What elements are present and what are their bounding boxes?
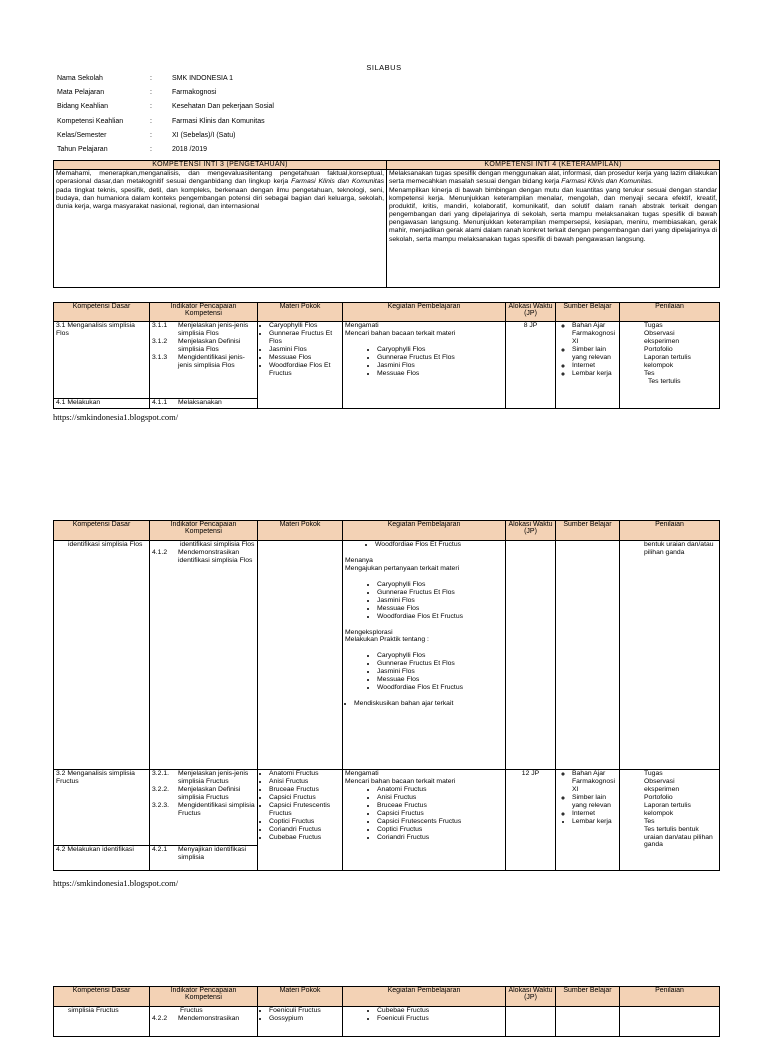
penilaian-cell (620, 322, 720, 409)
list-item: • Coptici Fructus (377, 826, 503, 834)
list-item: • Coptici Fructus (269, 818, 340, 826)
list-item: ◦ Internet (572, 362, 617, 370)
alokasi-value: 8 JP (523, 322, 538, 329)
materi-cell (258, 1007, 343, 1037)
identity-row (57, 129, 274, 143)
identity-sep: : (150, 89, 152, 97)
kegiatan-heading: Mengamati (345, 322, 379, 329)
header-materi-pokok: Materi Pokok (258, 521, 343, 541)
identity-row (57, 72, 274, 86)
list-item: • Cubebae Fructus (377, 1007, 503, 1015)
list-item: • Caryophylli Flos (377, 346, 503, 354)
identity-sep: : (150, 117, 152, 125)
header-kompetensi-dasar: Kompetensi Dasar (54, 521, 150, 541)
identity-value: Farmakognosi (172, 89, 217, 97)
silabus-table-2 (53, 520, 720, 871)
ki3-text: Memahami, menerapkan,menganalisis, dan mengevaluasitentang pengetahuan faktual,konseptual, operasional dasar,dan metakognitif sesuai denganbidang dan lingkup kerja Farmasi Klinis dan Komunitas pada tingkat teknis, spesifik, detil, dan kompleks, berkenaan dengan ilmu pengetahuan, teknologi, seni, budaya, dan humaniora dalam konteks pengembangan potensi diri sebagai bagian dari keluarga, sekolah, dunia kerja, warga masyarakat nasional, regional, dan internasional (54, 170, 387, 288)
identity-value: Farmasi Klinis dan Komunitas (172, 117, 265, 125)
materi-cell (258, 541, 343, 770)
kd-text: 3.2 Menganalisis simplisia Fructus (56, 770, 135, 785)
list-item: • Capsici Frutescents Fructus (377, 818, 503, 826)
list-item: • Messuae Flos (377, 605, 503, 613)
list-item: • Anatomi Fructus (377, 786, 503, 794)
list-item: • Jasmini Flos (377, 362, 503, 370)
ki4-text: Melaksanakan tugas spesifik dengan menggunakan alat, informasi, dan prosedur kerja yang lazim dilakukan serta memecahkan masalah sesuai dengan bidang kerja Farmasi Klinis dan Komunitas. Menampilkan kinerja di bawah bimbingan dengan mutu dan kuantitas yang terukur sesuai dengan standar kompetensi kerja. Menunjukkan keterampilan menalar, mengolah, dan menyaji secara efektif, kreatif, produktif, kritis, mandiri, kolaboratif, komunikatif, dan solutif dalam ranah abstrak terkait dengan pengembangan dari yang dipelajarinya di sekolah, serta mampu melaksanakan tugas spesifik di bawah pengawasan langsung. Menunjukkan keterampilan mempersepsi, kesiapan, meniru, membiasakan, gerak mahir, menjadikan gerak alami dalam ranah konkret terkait dengan pengembangan dari yang dipelajarinya di sekolah, serta mampu melaksanakan tugas spesifik di bawah pengawasan langsung. (387, 170, 720, 288)
kegiatan-cell (343, 322, 506, 409)
penilaian-item: kelompok (644, 809, 674, 817)
penilaian-item: eksperimen (644, 785, 680, 793)
list-item: • Woodfordiae Flos Et Fructus (377, 613, 503, 621)
identity-sep: : (150, 74, 152, 82)
kd-text: simplisia Fructus (68, 1007, 119, 1014)
alokasi-cell (506, 1007, 556, 1037)
list-item: • Capsici Fructus (269, 794, 340, 802)
ki3-header: KOMPETENSI INTI 3 (PENGETAHUAN) (54, 161, 387, 170)
ipk-cell (150, 1007, 258, 1037)
penilaian-item: Portofolio (644, 793, 673, 801)
indicator-item: 3.1.3 Mengidentifikasi jenis-jenis simplisia Flos (152, 353, 245, 369)
materi-cell (258, 322, 343, 409)
kegiatan-cell (343, 541, 506, 770)
penilaian-item: Laporan tertulis (644, 801, 691, 809)
identity-label: Kelas/Semester (57, 131, 107, 139)
list-item: ◦ Bahan Ajar Farmakognosi XI (572, 322, 617, 346)
ki4-header: KOMPETENSI INTI 4 (KETERAMPILAN) (387, 161, 720, 170)
list-item: • Caryophylli Flos (377, 581, 503, 589)
list-item: • Messuae Flos (269, 354, 340, 362)
list-item: • Bruceae Fructus (377, 802, 503, 810)
list-item: ◦ Bahan Ajar Farmakognosi XI (572, 770, 617, 794)
identity-row (57, 115, 274, 129)
footer-url: https://smkindonesia1.blogspot.com/ (53, 412, 179, 422)
list-item: • Bruceae Fructus (269, 786, 340, 794)
identity-value: SMK INDONESIA 1 (172, 74, 234, 82)
header-alokasi: Alokasi Waktu (JP) (506, 521, 556, 541)
list-item: • Gunnerae Fructus Et Flos (377, 660, 503, 668)
list-item: • Gossypium (269, 1015, 340, 1023)
header-alokasi: Alokasi Waktu (JP) (506, 987, 556, 1007)
list-item: • Woodfordiae Flos Et Fructus (375, 541, 503, 549)
list-item: • Cubebae Fructus (269, 834, 340, 842)
sumber-cell (556, 770, 620, 871)
kd-cell (54, 399, 150, 409)
kd-cell (54, 770, 150, 846)
sumber-cell (556, 1007, 620, 1037)
identity-value: 2018 /2019 (172, 145, 208, 153)
kd-text: 4.1 Melakukan (56, 399, 101, 406)
list-item: • Anisi Fructus (269, 778, 340, 786)
indicator-item: 3.2.3. Mengidentifikasi simplisia Fructus (152, 801, 255, 817)
identity-table (57, 72, 274, 157)
list-item: • Woodfordiae Flos Et Fructus (269, 362, 340, 378)
indicator-item: 3.2.1. Menjelaskan jenis-jenis simplisia Fructus (152, 770, 249, 785)
kd-text: 4.2 Melakukan identifikasi (56, 846, 134, 853)
identity-row (57, 143, 274, 157)
kegiatan-heading: Menanya (345, 556, 373, 564)
identity-label: Nama Sekolah (57, 74, 103, 82)
list-item: ◦ Simber lain yang relevan (572, 794, 617, 810)
header-kegiatan: Kegiatan Pembelajaran (343, 303, 506, 322)
header-indikator: Indikator Pencapaian Kompetensi (150, 521, 258, 541)
list-item: • Mendiskusikan bahan ajar terkait (354, 700, 503, 708)
penilaian-item: Tugas (644, 322, 663, 329)
penilaian-item: eksperimen (644, 337, 680, 345)
header-kompetensi-dasar: Kompetensi Dasar (54, 987, 150, 1007)
list-item: • Caryophylli Flos (269, 322, 340, 330)
silabus-table-3 (53, 986, 720, 1037)
list-item: • Jasmini Flos (377, 597, 503, 605)
alokasi-cell (506, 770, 556, 871)
identity-value: XI (Sebelas)/I (Satu) (172, 131, 236, 139)
indicator-item: 4.1.2 Mendemonstrasikan identifikasi simplisia Flos (152, 548, 253, 564)
list-item: • Jasmini Flos (377, 668, 503, 676)
list-item: ◦ Internet (572, 810, 617, 818)
list-item: • Messuae Flos (377, 676, 503, 684)
indicator-item: 4.2.2 Mendemonstrasikan (152, 1014, 240, 1022)
penilaian-item: Tes (644, 817, 655, 825)
list-item: • Anatomi Fructus (269, 770, 340, 778)
ipk-cell (150, 846, 258, 871)
header-alokasi: Alokasi Waktu (JP) (506, 303, 556, 322)
header-penilaian: Penilaian (620, 303, 720, 322)
kegiatan-cell (343, 1007, 506, 1037)
identity-row (57, 100, 274, 114)
header-kegiatan: Kegiatan Pembelajaran (343, 521, 506, 541)
penilaian-item: Portofolio (644, 345, 673, 353)
indicator-text: Fructus (180, 1007, 203, 1014)
sumber-cell (556, 541, 620, 770)
ipk-cell (150, 770, 258, 846)
identity-row (57, 86, 274, 100)
kd-text: identifikasi simplisia Flos (68, 541, 143, 548)
list-item: • Messuae Flos (377, 370, 503, 378)
identity-label: Kompetensi Keahlian (57, 117, 124, 125)
list-item: • Anisi Fructus (377, 794, 503, 802)
list-item: • Capsici Frutescentis Fructus (269, 802, 340, 818)
penilaian-item: kelompok (644, 361, 674, 369)
alokasi-cell (506, 541, 556, 770)
kd-cell (54, 541, 150, 770)
penilaian-text: bentuk uraian dan/atau pilihan ganda (644, 541, 714, 556)
list-item: • Gunnerae Fructus Et Flos (377, 354, 503, 362)
indicator-item: 3.2.2. Menjelaskan Definisi simplisia Fructus (152, 785, 241, 801)
footer-url: https://smkindonesia1.blogspot.com/ (53, 878, 179, 888)
list-item: • Coriandri Fructus (377, 834, 503, 842)
alokasi-value: 12 JP (521, 770, 540, 777)
header-indikator: Indikator Pencapaian Kompetensi (150, 303, 258, 322)
header-sumber: Sumber Belajar (556, 521, 620, 541)
indicator-item: 4.2.1 Menyajikan identifikasi simplisia (152, 846, 247, 861)
list-item: • Jasmini Flos (269, 346, 340, 354)
penilaian-item: Observasi (644, 329, 675, 337)
header-materi-pokok: Materi Pokok (258, 303, 343, 322)
penilaian-item: Tes tertulis (648, 377, 681, 385)
kegiatan-cell (343, 770, 506, 871)
header-kegiatan: Kegiatan Pembelajaran (343, 987, 506, 1007)
penilaian-item: Tugas (644, 770, 663, 777)
penilaian-item: Laporan tertulis (644, 353, 691, 361)
indicator-item: 3.1.2 Menjelaskan Definisi simplisia Flos (152, 337, 241, 353)
kd-cell (54, 322, 150, 399)
kegiatan-subheading: Mengajukan pertanyaan terkait materi (345, 564, 460, 572)
list-item: • Foeniculi Fructus (269, 1007, 340, 1015)
kegiatan-subheading: Mencari bahan bacaan terkait materi (345, 329, 456, 337)
list-item: • Coriandri Fructus (269, 826, 340, 834)
penilaian-item: Tes (644, 369, 655, 377)
indicator-text: identifikasi simplisia Flos (180, 541, 255, 548)
identity-sep: : (150, 131, 152, 139)
identity-sep: : (150, 103, 152, 111)
list-item: • Gunnerae Fructus Et Flos (269, 330, 340, 346)
list-item: • Lembar kerja (572, 818, 617, 826)
ipk-cell (150, 322, 258, 399)
identity-value: Kesehatan Dan pekerjaan Sosial (172, 103, 274, 111)
kegiatan-heading: Mengamati (345, 770, 379, 777)
kd-cell (54, 1007, 150, 1037)
indicator-item: 3.1.1 Menjelaskan jenis-jenis simplisia Flos (152, 322, 249, 337)
kegiatan-subheading: Melakukan Praktik tentang : (345, 636, 429, 644)
kompetensi-inti-table (53, 160, 720, 288)
indicator-item: 4.1.1 Melaksanakan (152, 399, 222, 406)
materi-cell (258, 770, 343, 871)
alokasi-cell (506, 322, 556, 409)
header-sumber: Sumber Belajar (556, 987, 620, 1007)
header-penilaian: Penilaian (620, 521, 720, 541)
penilaian-item: Tes tertulis bentuk uraian dan/atau pilihan ganda (644, 825, 713, 849)
penilaian-cell (620, 1007, 720, 1037)
ipk-cell (150, 399, 258, 409)
kegiatan-heading: Mengeksplorasi (345, 628, 393, 636)
penilaian-cell (620, 541, 720, 770)
identity-sep: : (150, 145, 152, 153)
kd-text: 3.1 Menganalisis simplisia Flos (56, 322, 135, 337)
sumber-cell (556, 322, 620, 409)
penilaian-item: Observasi (644, 777, 675, 785)
identity-label: Bidang Keahlian (57, 103, 108, 111)
kd-cell (54, 846, 150, 871)
document-title: SILABUS (366, 63, 402, 72)
list-item: • Gunnerae Fructus Et Flos (377, 589, 503, 597)
list-item: ◦ Lembar kerja (572, 370, 617, 378)
list-item: • Caryophylli Flos (377, 652, 503, 660)
kegiatan-subheading: Mencari bahan bacaan terkait materi (345, 777, 456, 785)
identity-label: Mata Pelajaran (57, 89, 105, 97)
identity-label: Tahun Pelajaran (57, 145, 108, 153)
header-sumber: Sumber Belajar (556, 303, 620, 322)
list-item: • Capsici Fructus (377, 810, 503, 818)
header-penilaian: Penilaian (620, 987, 720, 1007)
list-item: ◦ Simber lain yang relevan (572, 346, 617, 362)
ipk-cell (150, 541, 258, 770)
header-materi-pokok: Materi Pokok (258, 987, 343, 1007)
list-item: • Foeniculi Fructus (377, 1015, 503, 1023)
silabus-table-1 (53, 302, 720, 409)
penilaian-cell (620, 770, 720, 871)
list-item: • Woodfordiae Flos Et Fructus (377, 684, 503, 692)
header-kompetensi-dasar: Kompetensi Dasar (54, 303, 150, 322)
header-indikator: Indikator Pencapaian Kompetensi (150, 987, 258, 1007)
